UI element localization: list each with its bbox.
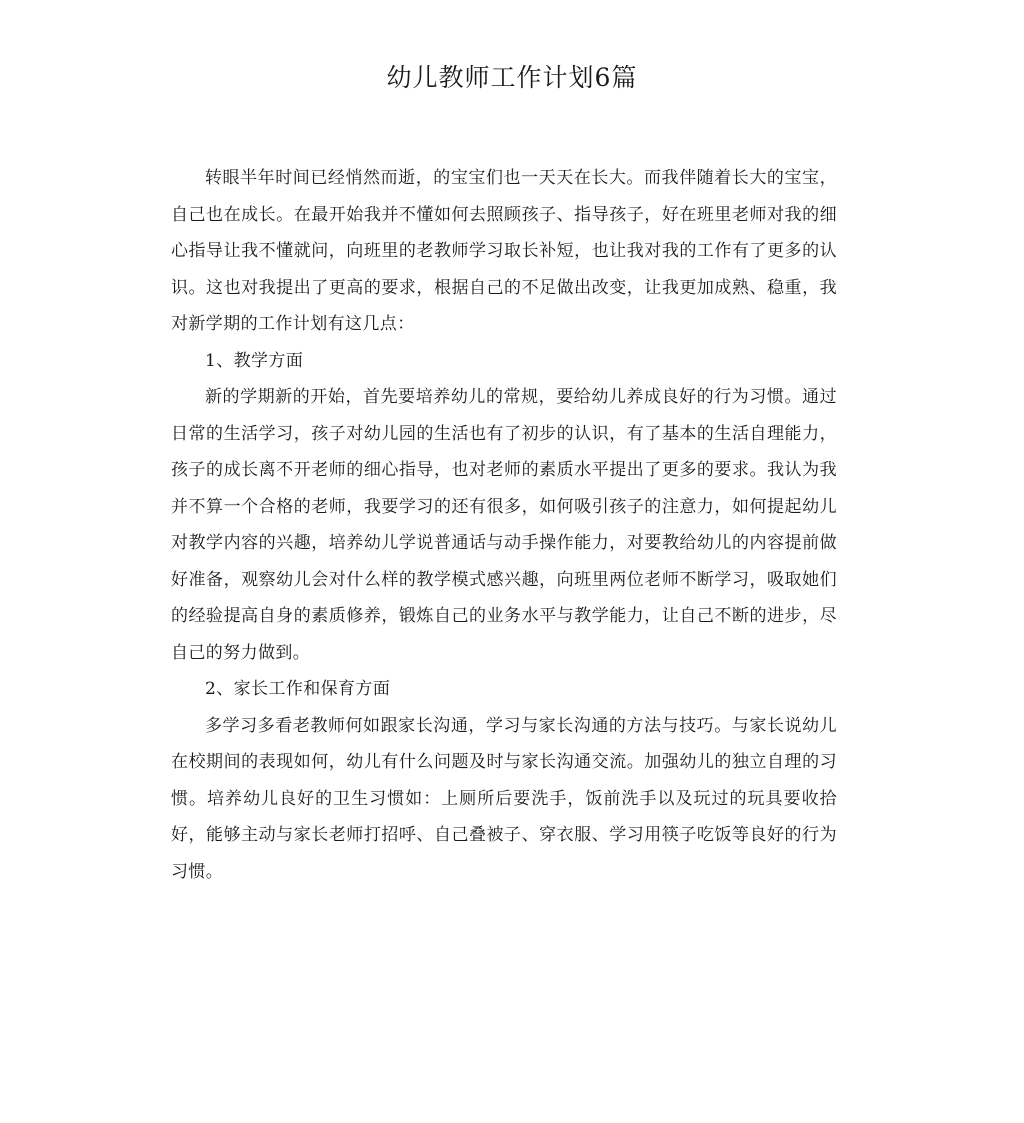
section-heading-parents-care: 2、家长工作和保育方面 bbox=[205, 679, 391, 699]
intro-paragraph: 转眼半年时间已经悄然而逝，的宝宝们也一天天在长大。而我伴随着长大的宝宝，自己也在成长。在最开始我并不懂如何去照顾孩子、指导孩子，好在班里老师对我的细心指导让我不懂就问，向班里的老教师学习取长补短，也让我对我的工作有了更多的认识。这也对我提出了更高的要求，根据自己的不足做出改变，让我更加成熟、稳重，我对新学期的工作计划有这几点： bbox=[171, 168, 837, 334]
parents-care-paragraph: 多学习多看老教师何如跟家长沟通，学习与家长沟通的方法与技巧。与家长说幼儿在校期间的表现如何，幼儿有什么问题及时与家长沟通交流。加强幼儿的独立自理的习惯。培养幼儿良好的卫生习惯如：上厕所后要洗手，饭前洗手以及玩过的玩具要收拾好，能够主动与家长老师打招呼、自己叠被子、穿衣服、学习用筷子吃饭等良好的行为习惯。 bbox=[171, 715, 837, 882]
document-title: 幼儿教师工作计划6篇 bbox=[386, 63, 638, 92]
section-heading-teaching: 1、教学方面 bbox=[205, 350, 304, 371]
teaching-paragraph: 新的学期新的开始，首先要培养幼儿的常规，要给幼儿养成良好的行为习惯。通过日常的生活学习，孩子对幼儿园的生活也有了初步的认识，有了基本的生活自理能力，孩子的成长离不开老师的细心指导，也对老师的素质水平提出了更多的要求。我认为我并不算一个合格的老师，我要学习的还有很多，如何吸引孩子的注意力，如何提起幼儿对教学内容的兴趣，培养幼儿学说普通话与动手操作能力，对要教给幼儿的内容提前做好准备，观察幼儿会对什么样的教学模式感兴趣，向班里两位老师不断学习，吸取她们的经验提高自身的素质修养，锻炼自己的业务水平与教学能力，让自己不断的进步，尽自己的努力做到。 bbox=[171, 387, 837, 663]
document-body bbox=[171, 160, 837, 890]
